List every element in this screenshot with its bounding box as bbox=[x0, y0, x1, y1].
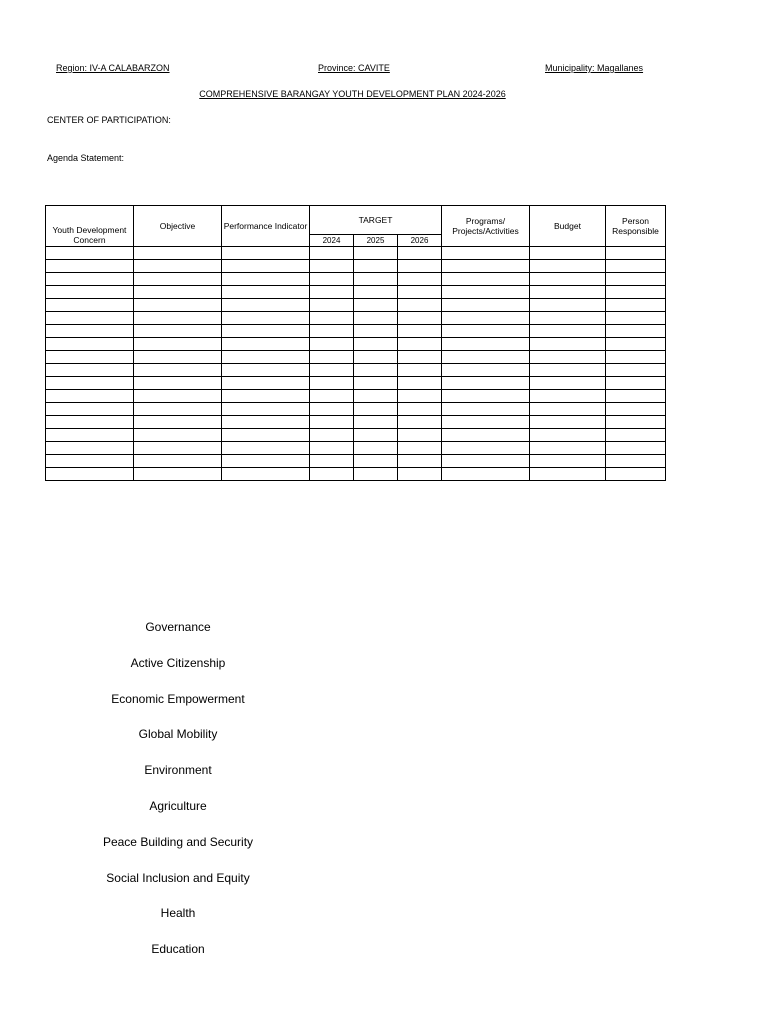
table-cell[interactable] bbox=[442, 286, 530, 299]
table-cell[interactable] bbox=[310, 312, 354, 325]
table-cell[interactable] bbox=[530, 260, 606, 273]
table-row bbox=[46, 338, 666, 351]
table-cell[interactable] bbox=[134, 416, 222, 429]
table-cell[interactable] bbox=[310, 286, 354, 299]
municipality-label: Municipality: Magallanes bbox=[545, 63, 644, 73]
table-cell[interactable] bbox=[46, 286, 134, 299]
table-cell[interactable] bbox=[222, 377, 310, 390]
table-cell[interactable] bbox=[310, 299, 354, 312]
table-cell[interactable] bbox=[606, 260, 666, 273]
table-cell[interactable] bbox=[222, 325, 310, 338]
header-year-2025: 2025 bbox=[354, 235, 398, 247]
table-cell[interactable] bbox=[354, 247, 398, 260]
table-cell[interactable] bbox=[134, 286, 222, 299]
table-cell[interactable] bbox=[398, 299, 442, 312]
concern-item: Peace Building and Security bbox=[102, 834, 254, 849]
table-cell[interactable] bbox=[530, 325, 606, 338]
table-cell[interactable] bbox=[134, 338, 222, 351]
table-cell[interactable] bbox=[530, 364, 606, 377]
table-cell[interactable] bbox=[398, 286, 442, 299]
table-cell[interactable] bbox=[222, 286, 310, 299]
table-cell[interactable] bbox=[134, 442, 222, 455]
table-cell[interactable] bbox=[46, 364, 134, 377]
table-row bbox=[46, 468, 666, 481]
table-cell[interactable] bbox=[310, 442, 354, 455]
concern-item: Environment bbox=[144, 763, 212, 778]
table-cell[interactable] bbox=[606, 442, 666, 455]
table-cell[interactable] bbox=[398, 390, 442, 403]
table-cell[interactable] bbox=[530, 429, 606, 442]
header-youth-development-concern: Youth Development Concern bbox=[46, 206, 134, 247]
table-cell[interactable] bbox=[530, 351, 606, 364]
table-cell[interactable] bbox=[354, 273, 398, 286]
table-cell[interactable] bbox=[530, 403, 606, 416]
concern-item: Governance bbox=[145, 620, 211, 634]
concern-list bbox=[0, 614, 356, 972]
table-cell[interactable] bbox=[442, 325, 530, 338]
table-cell[interactable] bbox=[310, 468, 354, 481]
table-cell[interactable] bbox=[354, 403, 398, 416]
table-cell[interactable] bbox=[134, 247, 222, 260]
table-cell[interactable] bbox=[442, 416, 530, 429]
header-budget: Budget bbox=[530, 206, 606, 247]
table-cell[interactable] bbox=[222, 338, 310, 351]
table-cell[interactable] bbox=[310, 273, 354, 286]
table-cell[interactable] bbox=[606, 299, 666, 312]
table-cell[interactable] bbox=[606, 312, 666, 325]
table-cell[interactable] bbox=[46, 390, 134, 403]
table-cell[interactable] bbox=[134, 364, 222, 377]
table-row bbox=[46, 390, 666, 403]
table-cell[interactable] bbox=[442, 468, 530, 481]
concern-item: Health bbox=[160, 906, 196, 921]
table-cell[interactable] bbox=[310, 338, 354, 351]
table-cell[interactable] bbox=[354, 351, 398, 364]
table-cell[interactable] bbox=[606, 416, 666, 429]
table-cell[interactable] bbox=[354, 299, 398, 312]
province-label: Province: CAVITE bbox=[318, 63, 390, 73]
table-cell[interactable] bbox=[46, 299, 134, 312]
header-target: TARGET bbox=[310, 206, 442, 235]
table-cell[interactable] bbox=[398, 429, 442, 442]
table-cell[interactable] bbox=[310, 351, 354, 364]
table-cell[interactable] bbox=[354, 312, 398, 325]
table-cell[interactable] bbox=[46, 455, 134, 468]
table-row bbox=[46, 455, 666, 468]
table-cell[interactable] bbox=[222, 390, 310, 403]
table-cell[interactable] bbox=[398, 325, 442, 338]
table-cell[interactable] bbox=[134, 351, 222, 364]
table-cell[interactable] bbox=[46, 442, 134, 455]
table-row bbox=[46, 273, 666, 286]
table-cell[interactable] bbox=[442, 273, 530, 286]
table-cell[interactable] bbox=[398, 455, 442, 468]
table-body bbox=[46, 247, 666, 481]
table-cell[interactable] bbox=[46, 325, 134, 338]
table-cell[interactable] bbox=[46, 416, 134, 429]
table-row bbox=[46, 442, 666, 455]
table-row bbox=[46, 377, 666, 390]
concern-item: Global Mobility bbox=[138, 727, 218, 742]
table-row bbox=[46, 429, 666, 442]
table-cell[interactable] bbox=[442, 390, 530, 403]
table-row bbox=[46, 260, 666, 273]
header-performance-indicator: Performance Indicator bbox=[222, 206, 310, 247]
table-cell[interactable] bbox=[398, 312, 442, 325]
table-cell[interactable] bbox=[46, 273, 134, 286]
table-cell[interactable] bbox=[222, 442, 310, 455]
table-cell[interactable] bbox=[530, 455, 606, 468]
table-cell[interactable] bbox=[530, 247, 606, 260]
table-cell[interactable] bbox=[442, 429, 530, 442]
table-cell[interactable] bbox=[442, 442, 530, 455]
table-cell[interactable] bbox=[310, 455, 354, 468]
table-cell[interactable] bbox=[134, 299, 222, 312]
table-cell[interactable] bbox=[222, 299, 310, 312]
table-cell[interactable] bbox=[354, 325, 398, 338]
table-row bbox=[46, 286, 666, 299]
table-cell[interactable] bbox=[46, 403, 134, 416]
concern-item: Active Citizenship bbox=[130, 655, 226, 670]
table-cell[interactable] bbox=[530, 390, 606, 403]
table-header-row bbox=[46, 206, 666, 235]
table-cell[interactable] bbox=[222, 468, 310, 481]
table-cell[interactable] bbox=[222, 455, 310, 468]
table-cell[interactable] bbox=[442, 312, 530, 325]
table-cell[interactable] bbox=[442, 377, 530, 390]
table-cell[interactable] bbox=[46, 351, 134, 364]
table-cell[interactable] bbox=[442, 364, 530, 377]
table-cell[interactable] bbox=[354, 377, 398, 390]
table-cell[interactable] bbox=[398, 247, 442, 260]
table-cell[interactable] bbox=[354, 364, 398, 377]
table-cell[interactable] bbox=[310, 260, 354, 273]
table-cell[interactable] bbox=[354, 338, 398, 351]
document-title: COMPREHENSIVE BARANGAY YOUTH DEVELOPMENT PLAN 2024-2026 bbox=[199, 89, 506, 99]
table-cell[interactable] bbox=[222, 416, 310, 429]
table-cell[interactable] bbox=[606, 338, 666, 351]
table-cell[interactable] bbox=[398, 377, 442, 390]
header-year-2024: 2024 bbox=[310, 235, 354, 247]
table-cell[interactable] bbox=[398, 260, 442, 273]
table-cell[interactable] bbox=[46, 468, 134, 481]
table-cell[interactable] bbox=[606, 325, 666, 338]
table-cell[interactable] bbox=[398, 403, 442, 416]
table-cell[interactable] bbox=[442, 338, 530, 351]
table-cell[interactable] bbox=[442, 299, 530, 312]
table-cell[interactable] bbox=[354, 455, 398, 468]
table-cell[interactable] bbox=[530, 286, 606, 299]
agenda-statement-label: Agenda Statement: bbox=[47, 153, 125, 163]
table-cell[interactable] bbox=[134, 455, 222, 468]
table-cell[interactable] bbox=[310, 416, 354, 429]
table-cell[interactable] bbox=[134, 273, 222, 286]
table-cell[interactable] bbox=[606, 468, 666, 481]
table-cell[interactable] bbox=[398, 442, 442, 455]
table-row bbox=[46, 364, 666, 377]
table-cell[interactable] bbox=[398, 364, 442, 377]
table-cell[interactable] bbox=[398, 338, 442, 351]
table-cell[interactable] bbox=[606, 390, 666, 403]
table-row bbox=[46, 325, 666, 338]
center-of-participation-label: CENTER OF PARTICIPATION: bbox=[47, 115, 171, 125]
table-cell[interactable] bbox=[354, 416, 398, 429]
table-cell[interactable] bbox=[354, 429, 398, 442]
table-cell[interactable] bbox=[222, 260, 310, 273]
header-programs: Programs/ Projects/Activities bbox=[442, 206, 530, 247]
table-cell[interactable] bbox=[310, 377, 354, 390]
table-cell[interactable] bbox=[606, 455, 666, 468]
table-cell[interactable] bbox=[530, 442, 606, 455]
table-cell[interactable] bbox=[46, 429, 134, 442]
table-cell[interactable] bbox=[530, 377, 606, 390]
table-cell[interactable] bbox=[442, 247, 530, 260]
table-cell[interactable] bbox=[310, 429, 354, 442]
table-cell[interactable] bbox=[46, 338, 134, 351]
table-cell[interactable] bbox=[134, 325, 222, 338]
concern-item: Agriculture bbox=[149, 798, 207, 813]
table-cell[interactable] bbox=[530, 416, 606, 429]
table-cell[interactable] bbox=[606, 403, 666, 416]
table-cell[interactable] bbox=[442, 455, 530, 468]
table-cell[interactable] bbox=[354, 468, 398, 481]
table-cell[interactable] bbox=[134, 403, 222, 416]
table-cell[interactable] bbox=[442, 260, 530, 273]
table-row bbox=[46, 247, 666, 260]
table-cell[interactable] bbox=[310, 364, 354, 377]
table-cell[interactable] bbox=[530, 312, 606, 325]
table-cell[interactable] bbox=[606, 273, 666, 286]
table-cell[interactable] bbox=[310, 247, 354, 260]
header-objective: Objective bbox=[134, 206, 222, 247]
table-cell[interactable] bbox=[398, 351, 442, 364]
table-row bbox=[46, 403, 666, 416]
table-cell[interactable] bbox=[134, 429, 222, 442]
table-cell[interactable] bbox=[530, 338, 606, 351]
header-year-2026: 2026 bbox=[398, 235, 442, 247]
table-cell[interactable] bbox=[354, 260, 398, 273]
table-cell[interactable] bbox=[134, 260, 222, 273]
table-cell[interactable] bbox=[442, 403, 530, 416]
table-cell[interactable] bbox=[530, 273, 606, 286]
table-cell[interactable] bbox=[606, 364, 666, 377]
table-cell[interactable] bbox=[606, 351, 666, 364]
table-cell[interactable] bbox=[222, 364, 310, 377]
table-cell[interactable] bbox=[134, 312, 222, 325]
table-cell[interactable] bbox=[398, 416, 442, 429]
table-cell[interactable] bbox=[442, 351, 530, 364]
table-cell[interactable] bbox=[354, 286, 398, 299]
table-row bbox=[46, 351, 666, 364]
table-cell[interactable] bbox=[530, 299, 606, 312]
table-row bbox=[46, 312, 666, 325]
region-label: Region: IV-A CALABARZON bbox=[56, 63, 170, 73]
concern-item: Economic Empowerment bbox=[111, 691, 245, 706]
table-cell[interactable] bbox=[134, 377, 222, 390]
table-cell[interactable] bbox=[310, 390, 354, 403]
table-cell[interactable] bbox=[606, 377, 666, 390]
table-cell[interactable] bbox=[398, 468, 442, 481]
table-cell[interactable] bbox=[222, 247, 310, 260]
table-cell[interactable] bbox=[310, 403, 354, 416]
plan-table bbox=[45, 205, 666, 481]
table-cell[interactable] bbox=[606, 429, 666, 442]
table-cell[interactable] bbox=[222, 403, 310, 416]
table-cell[interactable] bbox=[134, 468, 222, 481]
table-cell[interactable] bbox=[46, 247, 134, 260]
table-row bbox=[46, 416, 666, 429]
table-cell[interactable] bbox=[222, 429, 310, 442]
table-cell[interactable] bbox=[134, 390, 222, 403]
table-cell[interactable] bbox=[606, 247, 666, 260]
concern-item: Education bbox=[151, 942, 205, 957]
table-cell[interactable] bbox=[530, 468, 606, 481]
table-cell[interactable] bbox=[354, 390, 398, 403]
table-cell[interactable] bbox=[222, 351, 310, 364]
table-cell[interactable] bbox=[354, 442, 398, 455]
table-cell[interactable] bbox=[46, 260, 134, 273]
concern-item: Social Inclusion and Equity bbox=[106, 870, 250, 885]
table-cell[interactable] bbox=[46, 312, 134, 325]
table-cell[interactable] bbox=[46, 377, 134, 390]
table-row bbox=[46, 299, 666, 312]
table-cell[interactable] bbox=[222, 273, 310, 286]
table-cell[interactable] bbox=[310, 325, 354, 338]
header-person-responsible: Person Responsible bbox=[606, 206, 666, 247]
table-cell[interactable] bbox=[606, 286, 666, 299]
table-cell[interactable] bbox=[398, 273, 442, 286]
table-cell[interactable] bbox=[222, 312, 310, 325]
